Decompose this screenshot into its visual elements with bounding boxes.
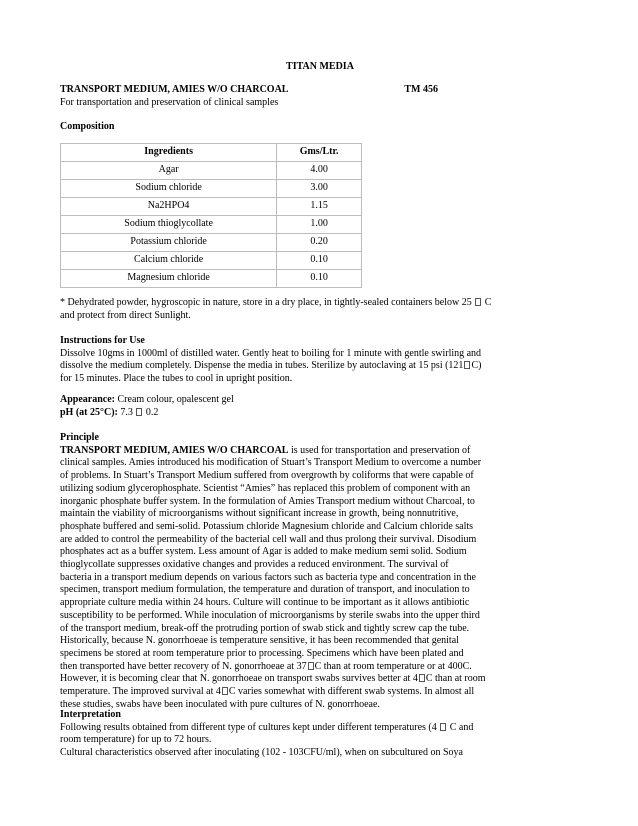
ph-label: pH (at 25°C): (60, 406, 118, 418)
principle-text: then transported have better recovery of N. gonorrhoeae at 37 (60, 660, 307, 672)
note-line: and protect from direct Sunlight. (60, 309, 191, 321)
table-row (61, 234, 362, 252)
note-line (60, 297, 580, 310)
missing-glyph-icon (464, 361, 470, 369)
note-text: * Dehydrated powder, hygroscopic in nature, store in a dry place, in tightly-sealed containers below 25 (60, 297, 475, 308)
table-row (61, 162, 362, 180)
interpretation-text: Following results obtained from different type of cultures kept under different temperatures (4 (60, 721, 440, 733)
ingredient-cell: Potassium chloride (61, 234, 277, 252)
interpretation-heading: Interpretation (60, 709, 121, 720)
principle-line: of the transport medium, break-off the protruding portion of swab stick and tightly screw cap the tube. (60, 622, 470, 634)
amount-cell: 0.20 (277, 234, 362, 252)
ingredient-cell: Na2HPO4 (61, 198, 277, 216)
table-header-row (61, 144, 362, 162)
ph-value: 7.3 (117, 406, 136, 418)
appearance-section (60, 394, 580, 419)
ingredient-cell: Magnesium chloride (61, 270, 277, 288)
principle-text: is used for transportation and preservation of (288, 444, 471, 456)
missing-glyph-icon (475, 298, 481, 306)
instructions-line: Dissolve 10gms in 1000ml of distilled water. Gently heat to boiling for 1 minute with gentle swirling and (60, 347, 482, 359)
table-row (61, 180, 362, 198)
document-title: TITAN MEDIA (286, 61, 354, 72)
principle-line: specimen, transport medium formulation, the temperature and duration of transport, and inoculation to (60, 584, 470, 596)
note-text: C (482, 297, 492, 308)
principle-line: bacteria in a transport medium depends on various factors such as bacteria type and concentration in the (60, 571, 476, 583)
missing-glyph-icon (419, 674, 425, 682)
column-header-gms: Gms/Ltr. (277, 144, 362, 162)
amount-cell: 1.15 (277, 198, 362, 216)
amount-cell: 3.00 (277, 180, 362, 198)
amount-cell: 4.00 (277, 162, 362, 180)
product-name: TRANSPORT MEDIUM, AMIES W/O CHARCOAL (60, 84, 289, 95)
product-heading-row (60, 84, 580, 97)
missing-glyph-icon (440, 723, 446, 731)
storage-note (60, 297, 580, 322)
principle-line: susceptibility to be performed. While inoculation of microorganisms by sterile swabs into the upper third (60, 609, 480, 621)
principle-line (60, 445, 580, 458)
principle-line: maintain the viability of microorganisms without significant increase in growth, being nonnutritive, (60, 508, 459, 520)
instructions-line (60, 360, 580, 373)
table-row (61, 252, 362, 270)
principle-line: these studies, swabs have been inoculated with pure cultures of N. gonorrhoeae. (60, 698, 380, 710)
ingredient-cell: Sodium thioglycollate (61, 216, 277, 234)
appearance-value: Cream colour, opalescent gel (115, 394, 234, 405)
appearance-label: Appearance: (60, 394, 115, 405)
principle-text: temperature. The improved survival at 4 (60, 686, 221, 698)
principle-line: thioglycollate suppresses oxidative changes and provides a reduced environment. The survival of (60, 559, 449, 571)
principle-line: Historically, because N. gonorrhoeae is temperature sensitive, it has been recommended that genital (60, 635, 459, 647)
interpretation-line (60, 722, 580, 735)
principle-section (60, 432, 580, 711)
missing-glyph-icon (136, 408, 142, 416)
interpretation-line: room temperature) for up to 72 hours. (60, 734, 212, 746)
principle-line: inorganic phosphate buffer system. In the formulation of Amies Transport medium without Charcoal, to (60, 495, 475, 507)
principle-line: clinical samples. Amies introduced his modification of Stuart’s Transport Medium to overcome a number (60, 457, 482, 469)
principle-line (60, 686, 580, 699)
principle-line: utilizing sodium glycerophosphate. Scientist “Amies” has replaced this problem of component with an (60, 482, 471, 494)
amount-cell: 1.00 (277, 216, 362, 234)
instructions-section (60, 335, 580, 386)
missing-glyph-icon (222, 687, 228, 695)
principle-line: phosphate buffered and semi-solid. Potassium chloride Magnesium chloride and Calcium chloride salts (60, 520, 474, 532)
composition-heading: Composition (60, 121, 115, 132)
principle-line: specimens be stored at room temperature prior to processing. Specimens which have been plated and (60, 647, 464, 659)
amount-cell: 0.10 (277, 270, 362, 288)
principle-text: C varies somewhat with different swab systems. In almost all (228, 686, 475, 698)
principle-heading: Principle (60, 432, 99, 443)
interpretation-text: C and (447, 721, 474, 733)
principle-line: of problems. In Stuart’s Transport Medium suffered from overgrowth by coliforms that were capable of (60, 470, 474, 482)
principle-text: C than at room (425, 673, 486, 685)
ph-value: 0.2 (143, 406, 159, 418)
appearance-line (60, 394, 580, 407)
principle-line (60, 673, 580, 686)
principle-line: are added to control the permeability of the bacterial cell wall and thus prolong their survival. Disodium (60, 533, 477, 545)
instructions-heading: Instructions for Use (60, 335, 145, 346)
table-row (61, 198, 362, 216)
instructions-text: dissolve the medium completely. Dispense the media in tubes. Sterilize by autoclaving at 15 psi (121 (60, 360, 464, 372)
column-header-ingredients: Ingredients (61, 144, 277, 162)
instructions-line: for 15 minutes. Place the tubes to cool in upright position. (60, 373, 293, 385)
document-header (60, 84, 580, 109)
ph-line (60, 407, 580, 420)
principle-line: appropriate culture media within 24 hours. Culture will continue to be important as it allows antibiotic (60, 597, 470, 609)
principle-text: C than at room temperature or at 400C. (314, 660, 472, 672)
instructions-text: C) (471, 360, 482, 372)
interpretation-section (60, 709, 580, 760)
principle-text: However, it is becoming clear that N. gonorrhoeae on transport swabs survives better at 4 (60, 673, 418, 685)
amount-cell: 0.10 (277, 252, 362, 270)
missing-glyph-icon (308, 662, 314, 670)
principle-lead: TRANSPORT MEDIUM, AMIES W/O CHARCOAL (60, 444, 289, 456)
ingredient-cell: Agar (61, 162, 277, 180)
product-subtitle: For transportation and preservation of clinical samples (60, 96, 279, 108)
principle-line (60, 661, 580, 674)
ingredient-cell: Sodium chloride (61, 180, 277, 198)
composition-table (60, 143, 362, 288)
principle-line: phosphates act as a buffer system. Less amount of Agar is added to make medium semi solid. Sodium (60, 546, 467, 558)
table-row (61, 270, 362, 288)
product-code: TM 456 (404, 84, 438, 95)
ingredient-cell: Calcium chloride (61, 252, 277, 270)
table-row (61, 216, 362, 234)
interpretation-line: Cultural characteristics observed after inoculating (102 - 103CFU/ml), when on subcultured on Soya (60, 747, 463, 759)
